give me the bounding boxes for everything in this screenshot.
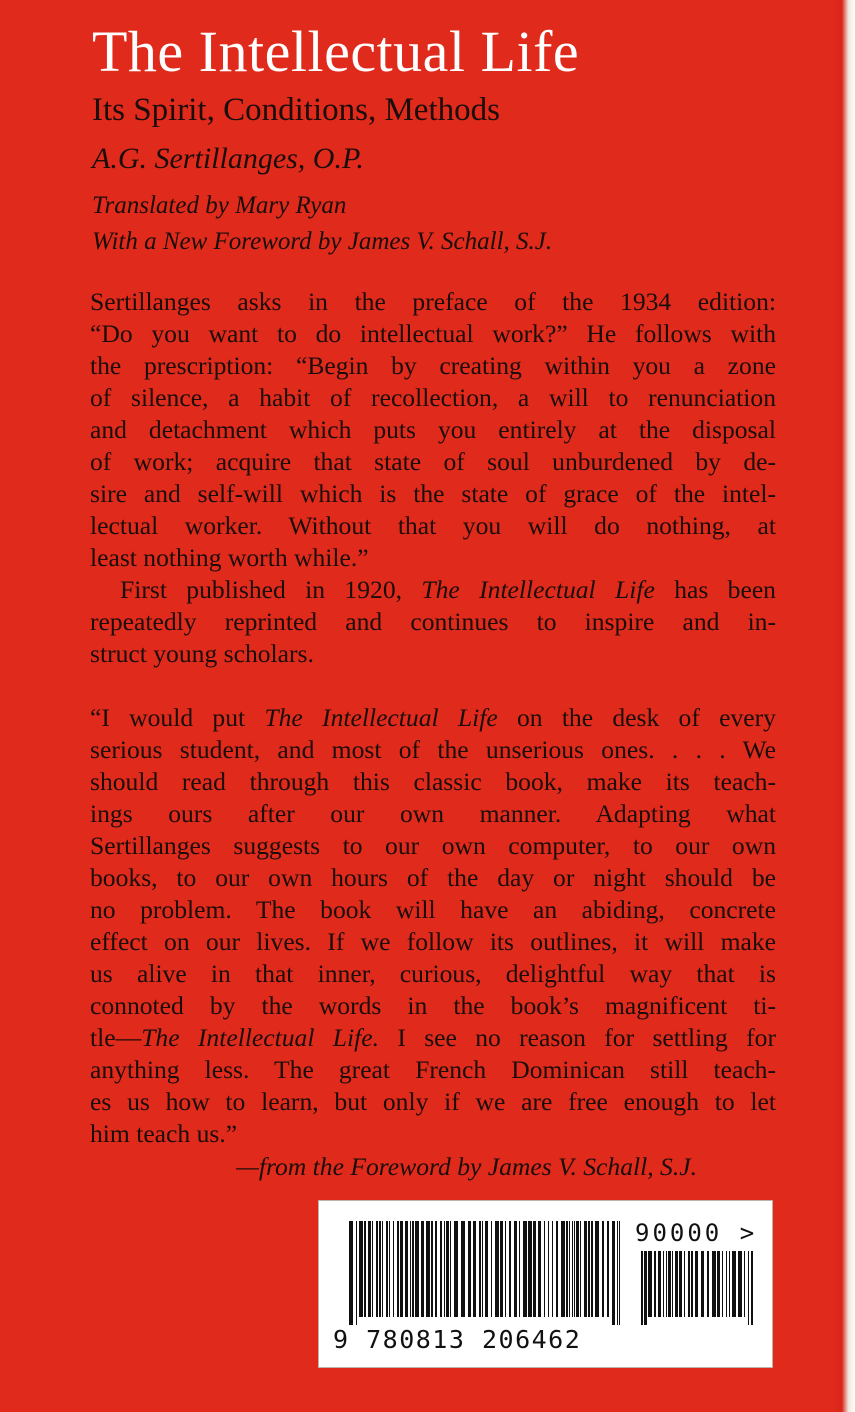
barcode-bar: [364, 1221, 366, 1317]
quote-line: effect on our lives. If we follow its outlines, it will make: [90, 927, 776, 956]
barcode-bar: [500, 1221, 503, 1317]
barcode-bar: [695, 1251, 698, 1317]
barcode-bar: [572, 1221, 573, 1317]
barcode-bar: [386, 1221, 388, 1317]
isbn-barcode: [318, 1200, 773, 1368]
barcode-bar: [595, 1221, 599, 1317]
barcode-bar: [461, 1221, 465, 1317]
book-title-reference: The Intellectual Life.: [141, 1023, 380, 1052]
barcode-bar: [607, 1221, 609, 1317]
barcode-bar: [376, 1221, 378, 1317]
price-code: 90000 >: [635, 1219, 758, 1247]
barcode-bar: [658, 1251, 661, 1317]
description-line: of silence, a habit of recollection, a will to renunciation: [90, 383, 776, 412]
barcode-bar: [617, 1221, 618, 1325]
barcode-bar: [415, 1221, 419, 1317]
description-line: and detachment which puts you entirely at the disposal: [90, 415, 776, 444]
description-line: least nothing worth while.”: [90, 543, 369, 572]
quote-line: him teach us.”: [90, 1119, 238, 1148]
description-line: of work; acquire that state of soul unburdened by de-: [90, 447, 776, 476]
barcode-bar: [372, 1221, 373, 1317]
barcode-bar: [602, 1221, 604, 1317]
barcode-bar: [440, 1221, 442, 1317]
barcode-bar: [688, 1251, 690, 1317]
description-line: struct young scholars.: [90, 639, 314, 668]
quote-line: Sertillanges suggests to our own computer, to our own: [90, 831, 776, 860]
barcode-bar: [576, 1221, 579, 1317]
barcode-bar: [648, 1251, 652, 1317]
barcode-bar: [393, 1221, 394, 1317]
quote-line: connoted by the words in the book’s magnificent ti-: [90, 991, 776, 1020]
barcode-bar: [450, 1221, 451, 1317]
barcode-bar: [569, 1221, 570, 1317]
barcode-bar: [654, 1251, 656, 1317]
barcode-bar: [612, 1221, 615, 1325]
author-name: A.G. Sertillanges, O.P.: [92, 142, 364, 175]
barcode-bar: [431, 1221, 433, 1317]
barcode-bar: [751, 1251, 753, 1325]
barcode-bar: [566, 1221, 568, 1317]
barcode-bar: [368, 1221, 371, 1317]
barcode-bar: [405, 1221, 408, 1317]
description-line: lectual worker. Without that you will do nothing, at: [90, 511, 776, 540]
page-edge: [833, 0, 855, 1412]
barcode-bar: [482, 1221, 483, 1317]
barcode-bar: [356, 1221, 357, 1325]
barcode-bar: [738, 1251, 742, 1317]
book-title-reference: The Intellectual Life: [421, 575, 655, 604]
description-line: “Do you want to do intellectual work?” He follows with: [90, 319, 776, 348]
barcode-bar: [519, 1221, 520, 1317]
book-description: [90, 286, 776, 670]
barcode-bar: [729, 1251, 730, 1317]
barcode-bar: [410, 1221, 411, 1317]
quote-line: books, to our own hours of the day or night should be: [90, 863, 776, 892]
barcode-bar: [538, 1221, 541, 1317]
barcode-bar: [544, 1221, 545, 1317]
barcode-bar: [444, 1221, 445, 1317]
isbn-number: 9 780813 206462: [333, 1325, 582, 1354]
quote-line: “I would put The Intellectual Life on the desk of every: [90, 703, 776, 732]
barcode-bar: [668, 1251, 671, 1317]
book-subtitle: Its Spirit, Conditions, Methods: [92, 92, 500, 128]
barcode-bar: [528, 1221, 532, 1317]
barcode-bar: [712, 1251, 716, 1317]
barcode-bar: [584, 1221, 587, 1317]
barcode-bar: [591, 1221, 593, 1317]
barcode-bar: [514, 1221, 517, 1317]
quote-line: ings ours after our own manner. Adapting what: [90, 799, 776, 828]
barcode-bar: [588, 1221, 590, 1317]
barcode-bar: [485, 1221, 488, 1317]
barcode-bar: [722, 1251, 723, 1317]
barcode-bar: [491, 1221, 492, 1317]
description-line: First published in 1920, The Intellectual Life has been: [120, 575, 776, 604]
barcode-bar: [479, 1221, 481, 1317]
quote-line: should read through this classic book, make its teach-: [90, 767, 776, 796]
barcode-bar: [349, 1221, 353, 1325]
barcode-bar: [672, 1251, 673, 1317]
foreword-quote: [90, 702, 776, 1150]
barcode-bar: [580, 1221, 581, 1317]
quote-line: serious student, and most of the unserious ones. . . . We: [90, 735, 776, 764]
book-title-reference: The Intellectual Life: [264, 703, 498, 732]
barcode-bar: [556, 1221, 558, 1317]
barcode-bar: [726, 1251, 727, 1317]
barcode-bar: [717, 1251, 720, 1317]
foreword-credit: With a New Foreword by James V. Schall, S.J.: [92, 228, 553, 255]
quote-line: anything less. The great French Dominican still teach-: [90, 1055, 776, 1084]
quote-line: us alive in that inner, curious, delightful way that is: [90, 959, 776, 988]
barcode-bar: [548, 1221, 549, 1317]
barcode-bar: [468, 1221, 471, 1317]
description-line: Sertillanges asks in the preface of the 1934 edition:: [90, 287, 776, 316]
quote-line: es us how to learn, but only if we are free enough to let: [90, 1087, 776, 1116]
barcode-bar: [684, 1251, 685, 1317]
barcode-bar: [691, 1251, 693, 1317]
description-line: repeatedly reprinted and continues to inspire and in-: [90, 607, 776, 636]
barcode-bar: [400, 1221, 403, 1317]
book-title: The Intellectual Life: [92, 19, 580, 84]
barcode-bar: [509, 1221, 511, 1317]
barcode-bar: [641, 1251, 643, 1325]
description-line: the prescription: “Begin by creating within you a zone: [90, 351, 776, 380]
barcode-bar: [552, 1221, 553, 1317]
barcode-bar: [744, 1251, 745, 1317]
barcode-bar: [748, 1251, 749, 1325]
barcode-bar: [435, 1221, 437, 1317]
barcode-bar: [679, 1251, 682, 1317]
quote-line: tle—The Intellectual Life. I see no reason for settling for: [90, 1023, 776, 1052]
barcode-bar: [473, 1221, 476, 1317]
description-line: sire and self-will which is the state of grace of the intel-: [90, 479, 776, 508]
barcode-bar: [379, 1221, 381, 1317]
barcode-bar: [574, 1221, 575, 1317]
barcode-bar: [707, 1251, 709, 1317]
barcode-bar: [561, 1221, 565, 1317]
barcode-bar: [732, 1251, 736, 1317]
barcode-bar: [412, 1221, 414, 1317]
barcode-bar: [663, 1251, 664, 1317]
barcode-bar: [675, 1251, 678, 1317]
barcode-bar: [426, 1221, 430, 1317]
barcode-bar: [454, 1221, 458, 1317]
barcode-bar: [505, 1221, 506, 1317]
quote-attribution: —from the Foreword by James V. Schall, S.J.: [236, 1152, 697, 1181]
barcode-bar: [495, 1221, 499, 1317]
barcode-bar: [701, 1251, 704, 1317]
quote-line: no problem. The book will have an abiding, concrete: [90, 895, 776, 924]
barcode-bar: [666, 1251, 667, 1317]
barcode-bar: [359, 1221, 363, 1317]
barcode-bar: [619, 1221, 620, 1325]
translator-credit: Translated by Mary Ryan: [92, 192, 347, 219]
barcode-bar: [389, 1221, 390, 1317]
barcode-bar: [421, 1221, 424, 1317]
barcode-bar: [446, 1221, 449, 1317]
barcode-bar: [644, 1251, 647, 1325]
barcode-bar: [382, 1221, 383, 1317]
barcode-bar: [533, 1221, 536, 1317]
barcode-bar: [523, 1221, 527, 1317]
barcode-bar: [397, 1221, 399, 1317]
